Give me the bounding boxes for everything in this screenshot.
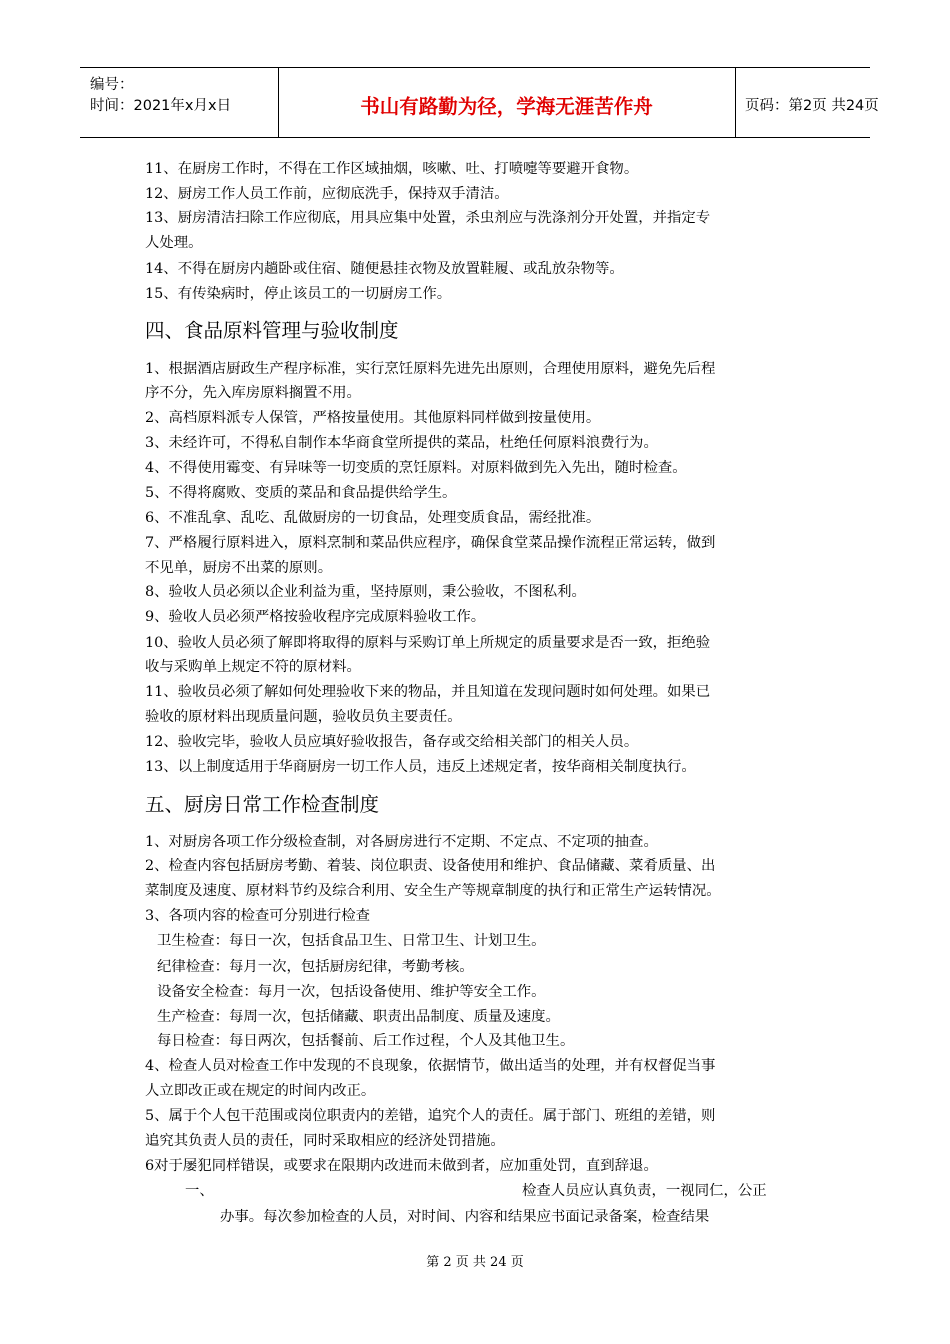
body-line: 5、不得将腐败、变质的菜品和食品提供给学生。 [145, 485, 457, 501]
body-line: 序不分，先入库房原料搁置不用。 [145, 385, 361, 401]
header-motto: 书山有路勤为径，学海无涯苦作舟 [360, 95, 653, 118]
body-line: 验收的原材料出现质量问题，验收员负主要责任。 [145, 709, 462, 725]
body-line: 11、验收员必须了解如何处理验收下来的物品，并且知道在发现问题时如何处理。如果已 [145, 684, 711, 700]
body-line: 办事。每次参加检查的人员，对时间、内容和结果应书面记录备案，检查结果 [220, 1209, 710, 1225]
body-line: 1、根据酒店厨政生产程序标准，实行烹饪原料先进先出原则，合理使用原料，避免先后程 [145, 361, 716, 377]
body-line: 14、不得在厨房内趟卧或住宿、随便悬挂衣物及放置鞋履、或乱放杂物等。 [145, 261, 624, 277]
body-line: 纪律检查：每月一次，包括厨房纪律，考勤考核。 [157, 959, 474, 975]
section-heading: 四、食品原料管理与验收制度 [145, 319, 399, 342]
body-line: 不见单，厨房不出菜的原则。 [145, 560, 333, 576]
body-line: 4、检查人员对检查工作中发现的不良现象，依据情节，做出适当的处理，并有权督促当事 [145, 1058, 716, 1074]
body-line: 4、不得使用霉变、有异味等一切变质的烹饪原料。对原料做到先入先出，随时检查。 [145, 460, 687, 476]
body-line: 3、未经许可，不得私自制作本华商食堂所提供的菜品，杜绝任何原料浪费行为。 [145, 435, 658, 451]
page-header [80, 67, 879, 138]
body-line: 人立即改正或在规定的时间内改正。 [145, 1083, 376, 1099]
body-line: 10、验收人员必须了解即将取得的原料与采购订单上所规定的质量要求是否一致，拒绝验 [145, 635, 711, 651]
body-line: 6对于屡犯同样错误，或要求在限期内改进而未做到者，应加重处罚，直到辞退。 [145, 1158, 658, 1174]
body-line: 3、各项内容的检查可分别进行检查 [145, 908, 371, 924]
header-page-cell [735, 68, 879, 137]
body-line: 12、验收完毕，验收人员应填好验收报告，备存或交给相关部门的相关人员。 [145, 734, 639, 750]
body-line: 卫生检查：每日一次，包括食品卫生、日常卫生、计划卫生。 [157, 933, 546, 949]
header-meta-cell [80, 68, 279, 137]
body-line: 9、验收人员必须严格按验收程序完成原料验收工作。 [145, 609, 486, 625]
body-line: 6、不准乱拿、乱吃、乱做厨房的一切食品，处理变质食品，需经批准。 [145, 510, 601, 526]
body-line: 2、检查内容包括厨房考勤、着装、岗位职责、设备使用和维护、食品储藏、菜肴质量、出 [145, 858, 716, 874]
body-line: 设备安全检查：每月一次，包括设备使用、维护等安全工作。 [157, 984, 546, 1000]
body-line: 7、严格履行原料进入，原料烹制和菜品供应程序，确保食堂菜品操作流程正常运转，做到 [145, 535, 716, 551]
body-line: 15、有传染病时，停止该员工的一切厨房工作。 [145, 286, 452, 302]
page-footer: 第 2 页 共 24 页 [426, 1255, 524, 1270]
body-line: 13、厨房清洁扫除工作应彻底，用具应集中处置，杀虫剂应与洗涤剂分开处置，并指定专 [145, 210, 711, 226]
body-line: 5、属于个人包干范围或岗位职责内的差错，追究个人的责任。属于部门、班组的差错，则 [145, 1108, 716, 1124]
body-line: 12、厨房工作人员工作前，应彻底洗手，保持双手清洁。 [145, 186, 509, 202]
body-line: 收与采购单上规定不符的原材料。 [145, 659, 361, 675]
body-line: 13、以上制度适用于华商厨房一切工作人员，违反上述规定者，按华商相关制度执行。 [145, 759, 696, 775]
body-line: 8、验收人员必须以企业利益为重，坚持原则，秉公验收，不图私利。 [145, 584, 586, 600]
document-time-label: 时间：2021年x月x日 [90, 98, 232, 114]
body-line: 菜制度及速度、原材料节约及综合利用、安全生产等规章制度的执行和正常生产运转情况。 [145, 883, 721, 899]
document-number-label: 编号： [90, 77, 134, 93]
body-line: 每日检查：每日两次，包括餐前、后工作过程，个人及其他卫生。 [157, 1033, 575, 1049]
section-heading: 五、厨房日常工作检查制度 [145, 793, 380, 816]
header-page-code: 页码：第2页 共24页 [745, 98, 879, 114]
body-line: 追究其负责人员的责任，同时采取相应的经济处罚措施。 [145, 1133, 505, 1149]
body-line: 11、在厨房工作时，不得在工作区域抽烟，咳嗽、吐、打喷嚏等要避开食物。 [145, 161, 639, 177]
body-line: 1、对厨房各项工作分级检查制，对各厨房进行不定期、不定点、不定项的抽查。 [145, 834, 658, 850]
body-line: 人处理。 [145, 235, 203, 251]
body-line: 检查人员应认真负责，一视同仁，公正 [522, 1183, 767, 1199]
body-line: 一、 [185, 1183, 214, 1199]
body-line: 2、高档原料派专人保管，严格按量使用。其他原料同样做到按量使用。 [145, 410, 601, 426]
header-motto-cell [278, 68, 736, 137]
body-line: 生产检查：每周一次，包括储藏、职责出品制度、质量及速度。 [157, 1009, 560, 1025]
